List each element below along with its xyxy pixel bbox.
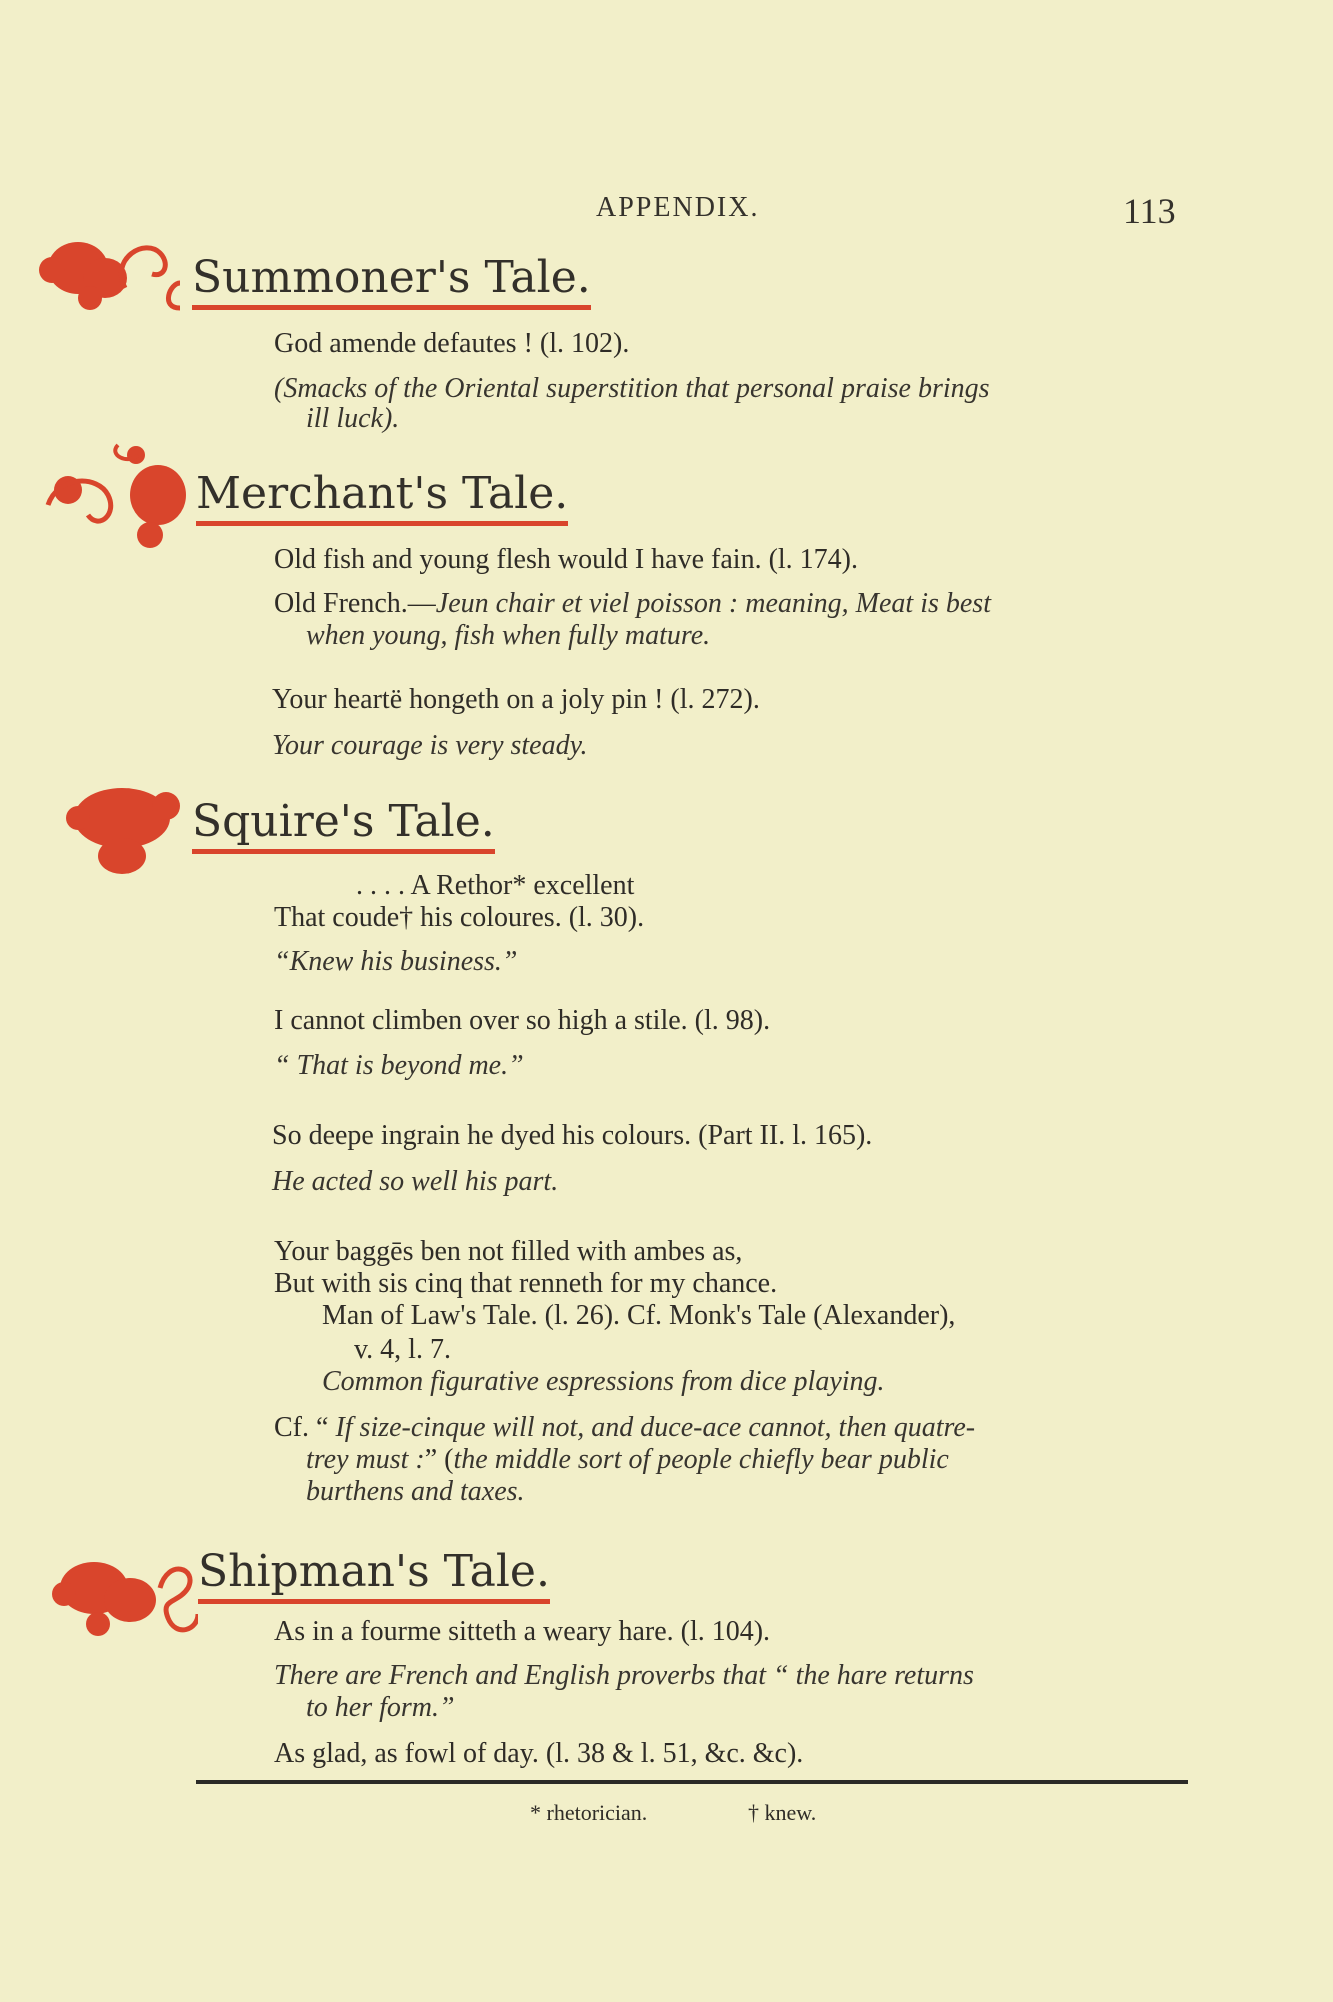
text-line	[274, 588, 991, 620]
section-heading-summoners-tale: Summoner's Tale.	[192, 252, 591, 310]
text-span: ” (	[424, 1444, 454, 1475]
text-line: burthens and taxes.	[306, 1476, 525, 1507]
text-line: Man of Law's Tale. (l. 26). Cf. Monk's Tale (Alexander),	[322, 1300, 956, 1331]
section-heading-merchants-tale: Merchant's Tale.	[196, 468, 568, 526]
vine-ornament-icon	[38, 435, 190, 557]
leaf-ornament-icon	[62, 778, 192, 878]
text-line: As in a fourme sitteth a weary hare. (l. 104).	[274, 1616, 771, 1647]
footnote-rhetorician: * rhetorician.	[530, 1800, 648, 1825]
text-line: I cannot climben over so high a stile. (l. 98).	[274, 1005, 771, 1036]
text-line: “ That is beyond me.”	[274, 1050, 524, 1081]
text-line: That coude† his coloures. (l. 30).	[274, 902, 645, 933]
text-line: to her form.”	[306, 1692, 455, 1723]
text-line: Your heartë hongeth on a joly pin ! (l. 272).	[272, 684, 760, 715]
text-line: when young, fish when fully mature.	[306, 620, 711, 651]
text-span: Cf. “	[274, 1412, 336, 1443]
text-line: Common figurative espressions from dice playing.	[322, 1366, 885, 1397]
text-span: the middle sort of people chiefly bear public	[453, 1444, 949, 1475]
text-span: Jeun chair et viel poisson : meaning, Meat is best	[435, 588, 991, 619]
section-heading-shipmans-tale: Shipman's Tale.	[198, 1546, 550, 1604]
text-line: “Knew his business.”	[274, 946, 518, 977]
text-line: But with sis cinq that renneth for my chance.	[274, 1268, 778, 1299]
text-line: Your courage is very steady.	[272, 730, 588, 761]
text-line: ill luck).	[306, 403, 400, 434]
text-line: Old fish and young flesh would I have fain. (l. 174).	[274, 544, 858, 575]
vine-ornament-icon	[30, 228, 180, 314]
text-line: . . . . A Rethor* excellent	[356, 870, 635, 901]
text-line: Your baggēs ben not filled with ambes as,	[274, 1236, 743, 1267]
section-heading-squires-tale: Squire's Tale.	[192, 796, 495, 854]
text-line: So deepe ingrain he dyed his colours. (Part II. l. 165).	[272, 1120, 873, 1151]
vine-ornament-icon	[48, 1548, 198, 1644]
footnote-knew: † knew.	[748, 1800, 817, 1825]
text-line: (Smacks of the Oriental superstition that personal praise brings	[274, 373, 990, 404]
footnote-rule	[196, 1780, 1188, 1784]
running-head: APPENDIX.	[596, 192, 760, 223]
text-line: He acted so well his part.	[272, 1166, 559, 1197]
text-line	[306, 1444, 949, 1476]
text-span: If size-cinque will not, and duce-ace cannot, then quatre-	[335, 1412, 976, 1443]
text-line: As glad, as fowl of day. (l. 38 & l. 51, &c. &c).	[274, 1738, 804, 1769]
text-line: There are French and English proverbs that “ the hare returns	[274, 1660, 974, 1691]
text-line: v. 4, l. 7.	[354, 1334, 451, 1365]
text-span: trey must :	[306, 1444, 425, 1475]
text-span: Old French.—	[274, 588, 436, 619]
page-number: 113	[1123, 191, 1176, 231]
text-line: God amende defautes ! (l. 102).	[274, 328, 630, 359]
text-line	[274, 1412, 975, 1444]
